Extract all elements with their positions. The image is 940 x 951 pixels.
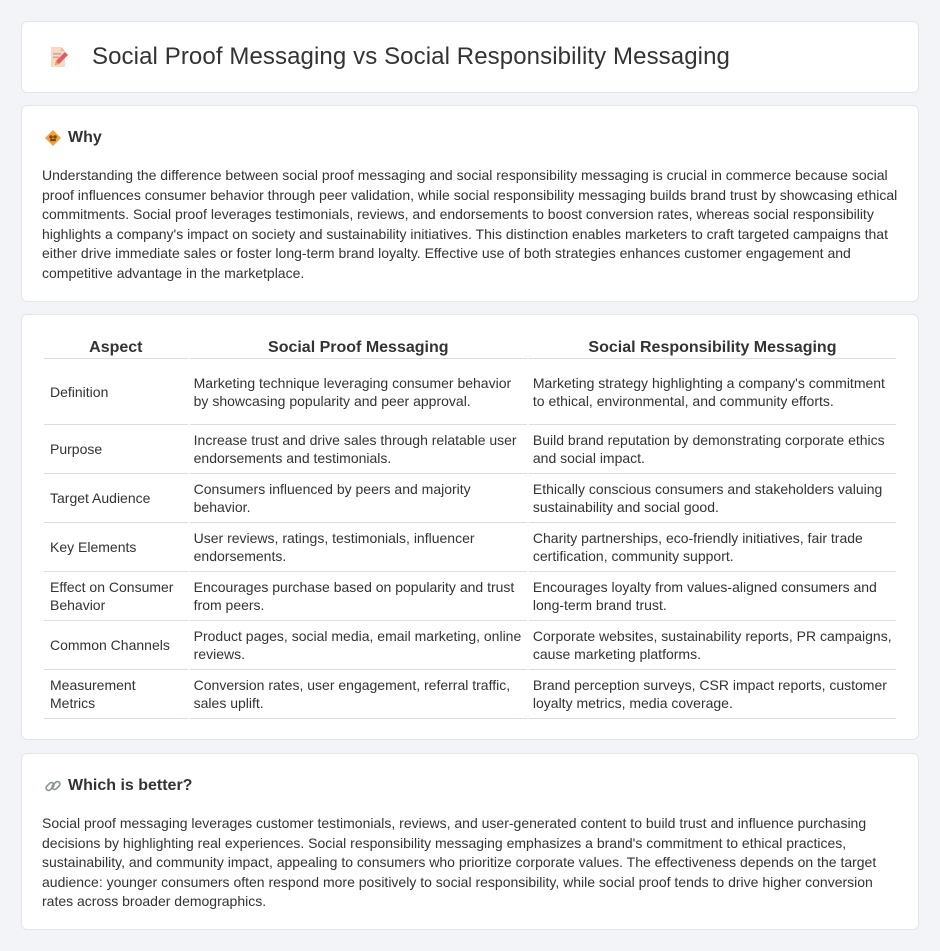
why-paragraph: Understanding the difference between social proof messaging and social responsibility messaging is crucial in commerce because social proof influences consumer behavior through peer validation, while social responsibility messaging builds brand trust by showcasing ethical commitments. Social proof leverages testimonials, reviews, and endorsements to boost conversion rates, whereas social responsibility highlights a company's impact on society and sustainability initiatives. This distinction enables marketers to craft targeted campaigns that either drive immediate sales or foster long-term brand loyalty. Effective use of both strategies enhances customer engagement and competitive advantage in the marketplace. — [42, 167, 898, 281]
row-social-responsibility: Marketing strategy highlighting a company's commitment to ethical, environmental, and community efforts. — [529, 359, 896, 425]
row-aspect: Definition — [44, 359, 188, 425]
header-social-responsibility: Social Responsibility Messaging — [529, 336, 896, 359]
row-social-responsibility: Corporate websites, sustainability reports, PR campaigns, cause marketing platforms. — [529, 621, 896, 670]
row-social-proof: Encourages purchase based on popularity and trust from peers. — [190, 572, 527, 621]
better-heading — [44, 777, 192, 795]
header-social-proof: Social Proof Messaging — [190, 336, 527, 359]
row-aspect: Target Audience — [44, 474, 188, 523]
comparison-table — [42, 336, 898, 719]
page-title: Social Proof Messaging vs Social Responsibility Messaging — [92, 43, 730, 70]
why-heading — [44, 129, 102, 147]
row-social-proof: Product pages, social media, email marketing, online reviews. — [190, 621, 527, 670]
row-social-proof: Consumers influenced by peers and majority behavior. — [190, 474, 527, 523]
better-title: Which is better? — [68, 777, 193, 794]
document-pencil-icon — [46, 45, 70, 69]
table-header-row — [44, 336, 896, 359]
why-card — [21, 105, 919, 302]
row-aspect: Key Elements — [44, 523, 188, 572]
table-row — [44, 425, 896, 474]
row-social-proof: User reviews, ratings, testimonials, influencer endorsements. — [190, 523, 527, 572]
row-aspect: Measurement Metrics — [44, 670, 188, 719]
row-aspect: Common Channels — [44, 621, 188, 670]
row-aspect: Purpose — [44, 425, 188, 474]
row-social-proof: Marketing technique leveraging consumer behavior by showcasing popularity and peer approval. — [190, 359, 527, 425]
which-is-better-card — [21, 753, 919, 930]
title-card — [21, 21, 919, 93]
link-icon — [44, 777, 62, 795]
row-social-responsibility: Brand perception surveys, CSR impact reports, customer loyalty metrics, media coverage. — [529, 670, 896, 719]
row-social-responsibility: Encourages loyalty from values-aligned consumers and long-term brand trust. — [529, 572, 896, 621]
table-row — [44, 621, 896, 670]
table-row — [44, 670, 896, 719]
header-aspect: Aspect — [44, 336, 188, 359]
row-social-proof: Increase trust and drive sales through relatable user endorsements and testimonials. — [190, 425, 527, 474]
table-row — [44, 359, 896, 425]
table-row — [44, 572, 896, 621]
row-social-responsibility: Charity partnerships, eco-friendly initiatives, fair trade certification, community support. — [529, 523, 896, 572]
better-paragraph: Social proof messaging leverages customer testimonials, reviews, and user-generated content to build trust and influence purchasing decisions by highlighting real experiences. Social responsibility messaging emphasizes a brand's commitment to ethical practices, sustainability, and community impact, appealing to consumers who prioritize corporate values. The effectiveness depends on the target audience: younger consumers often respond more positively to social responsibility, while social proof tends to drive higher conversion rates across broader demographics. — [42, 815, 877, 909]
handshake-icon — [44, 129, 62, 147]
row-aspect: Effect on Consumer Behavior — [44, 572, 188, 621]
table-row — [44, 474, 896, 523]
why-title: Why — [68, 129, 102, 146]
row-social-responsibility: Ethically conscious consumers and stakeholders valuing sustainability and social good. — [529, 474, 896, 523]
row-social-proof: Conversion rates, user engagement, referral traffic, sales uplift. — [190, 670, 527, 719]
table-row — [44, 523, 896, 572]
row-social-responsibility: Build brand reputation by demonstrating corporate ethics and social impact. — [529, 425, 896, 474]
comparison-card — [21, 314, 919, 740]
